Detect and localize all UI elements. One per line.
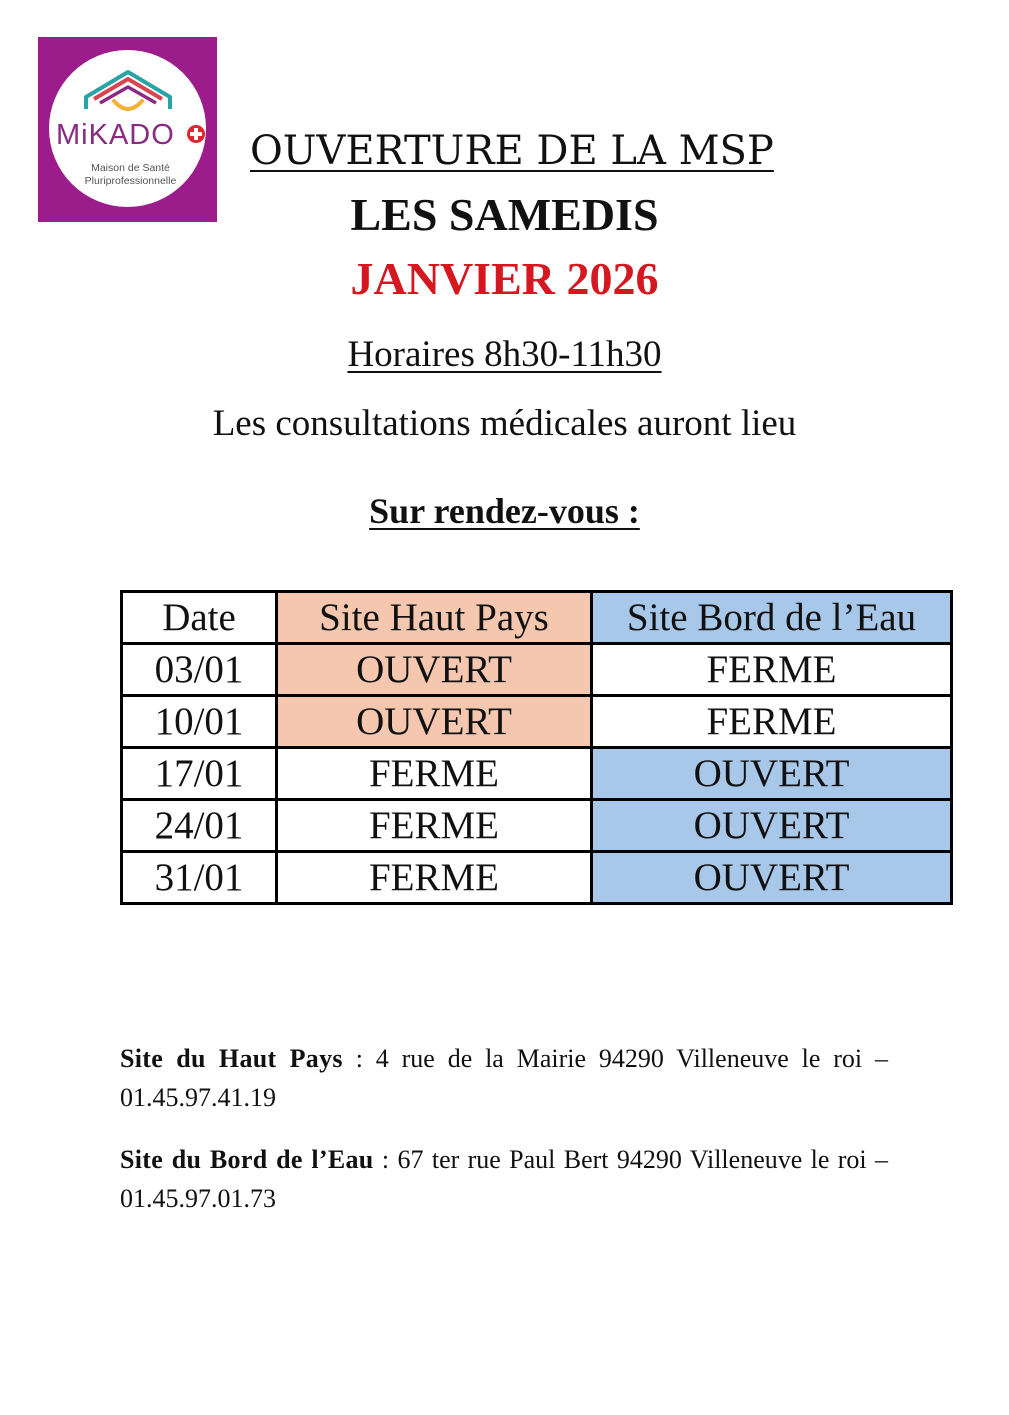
logo-subtitle-line1: Maison de Santé	[91, 162, 170, 174]
schedule-header-row	[122, 592, 952, 644]
logo-wordmark: MiKADO	[56, 119, 175, 151]
table-row	[122, 696, 952, 748]
table-row	[122, 800, 952, 852]
page-subtitle: LES SAMEDIS	[350, 189, 659, 240]
bord-eau-status: OUVERT	[592, 852, 952, 904]
page-title: OUVERTURE DE LA MSP	[250, 128, 774, 174]
date-cell: 10/01	[122, 696, 277, 748]
table-row	[122, 748, 952, 800]
address-details: : 67 ter rue Paul Bert 94290 Villeneuve le roi – 01.45.97.01.73	[120, 1145, 888, 1213]
date-cell: 24/01	[122, 800, 277, 852]
logo-subtitle-line2: Pluriprofessionnelle	[84, 175, 177, 187]
appointment-note: Sur rendez-vous :	[369, 491, 640, 531]
header-site-haut-pays: Site Haut Pays	[277, 592, 592, 644]
month-heading: JANVIER 2026	[350, 253, 659, 304]
address-site-name: Site du Bord de l’Eau	[120, 1145, 374, 1174]
date-cell: 03/01	[122, 644, 277, 696]
haut-pays-status: FERME	[277, 852, 592, 904]
haut-pays-status: FERME	[277, 748, 592, 800]
date-cell: 17/01	[122, 748, 277, 800]
consultation-note: Les consultations médicales auront lieu	[212, 403, 797, 444]
address-haut-pays	[120, 1039, 888, 1117]
header-site-bord-eau: Site Bord de l’Eau	[592, 592, 952, 644]
bord-eau-status: OUVERT	[592, 748, 952, 800]
schedule-table	[120, 590, 953, 905]
haut-pays-status: OUVERT	[277, 644, 592, 696]
date-cell: 31/01	[122, 852, 277, 904]
haut-pays-status: FERME	[277, 800, 592, 852]
bord-eau-status: FERME	[592, 696, 952, 748]
bord-eau-status: FERME	[592, 644, 952, 696]
address-details: : 4 rue de la Mairie 94290 Villeneuve le roi – 01.45.97.41.19	[120, 1044, 888, 1112]
address-site-name: Site du Haut Pays	[120, 1044, 343, 1073]
table-row	[122, 644, 952, 696]
address-bord-eau	[120, 1140, 888, 1218]
haut-pays-status: OUVERT	[277, 696, 592, 748]
opening-hours: Horaires 8h30-11h30	[347, 334, 662, 375]
bord-eau-status: OUVERT	[592, 800, 952, 852]
table-row	[122, 852, 952, 904]
header-date: Date	[122, 592, 277, 644]
